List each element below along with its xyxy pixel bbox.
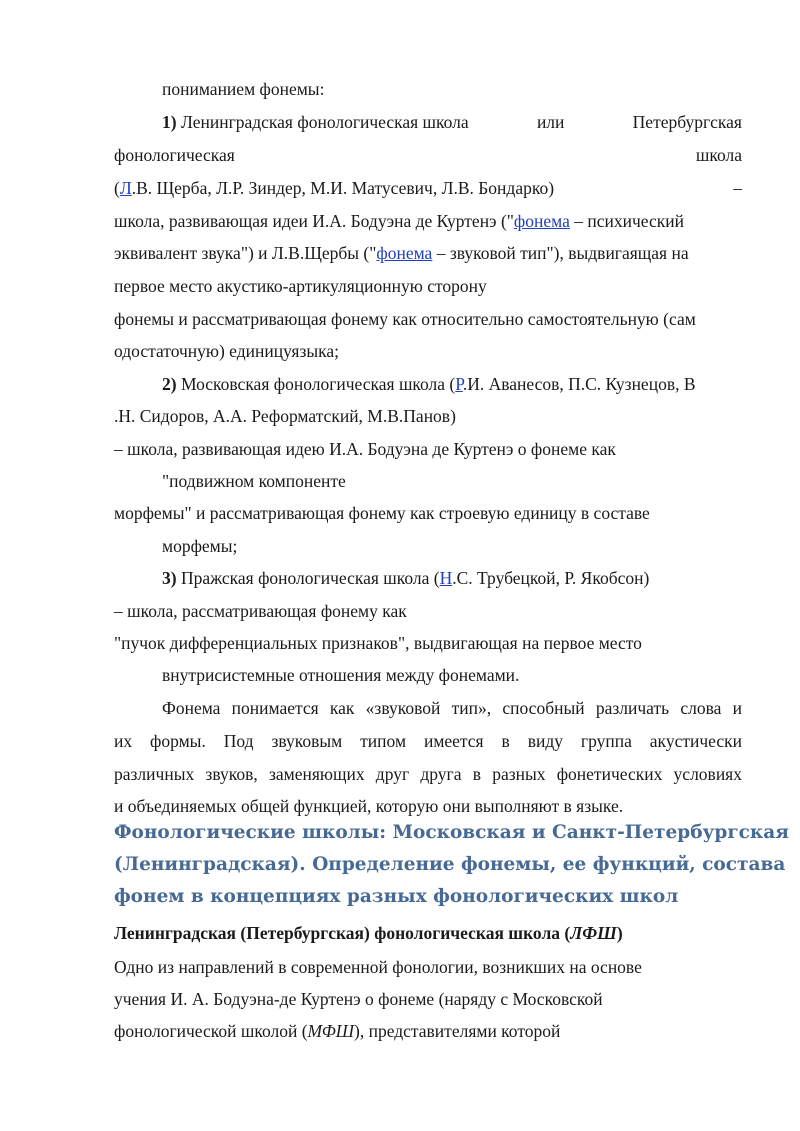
abbreviation: МФШ xyxy=(307,1021,355,1041)
text-line: школа, развивающая идеи И.А. Бодуэна де Куртенэ ("фонема – психический xyxy=(114,211,684,231)
section-heading-line: Фонологические школы: Московская и Санкт-Петербургская xyxy=(114,822,789,843)
list-item-1-line xyxy=(162,111,742,133)
phoneme-link[interactable]: фонема xyxy=(513,211,570,231)
paragraph-line: их формы. Под звуковым типом имеется в виду группа акустически xyxy=(114,731,742,751)
text-line: морфемы" и рассматривающая фонему как строевую единицу в составе xyxy=(114,503,650,523)
list-number: 1) xyxy=(162,112,177,132)
section-heading-line: фонем в концепциях разных фонологических школ xyxy=(114,886,679,907)
list-item-1-title: 1) Ленинградская фонологическая школа xyxy=(162,112,469,132)
text-line: "подвижном компоненте xyxy=(162,471,346,491)
text-word: Петербургская xyxy=(632,112,742,132)
text-line: "пучок дифференциальных признаков", выдвигающая на первое место xyxy=(114,633,642,653)
text-line: учения И. А. Бодуэна-де Куртенэ о фонеме (наряду с Московской xyxy=(114,989,603,1009)
text-line: пониманием фонемы: xyxy=(162,79,325,99)
author-link[interactable]: Р xyxy=(455,374,463,394)
text-line: внутрисистемные отношения между фонемами. xyxy=(162,665,520,685)
list-number: 3) xyxy=(162,568,177,588)
text-line: фонологическая школа xyxy=(114,145,742,165)
phoneme-link[interactable]: фонема xyxy=(376,243,433,263)
author-link[interactable]: Н xyxy=(439,568,453,588)
paragraph-line: и объединяемых общей функцией, которую они выполняют в языке. xyxy=(114,796,624,816)
text-word: или xyxy=(536,112,565,132)
paragraph-line: Фонема понимается как «звуковой тип», способный различать слова и xyxy=(162,698,742,718)
author-link[interactable]: Л xyxy=(119,178,132,198)
text-line: (Л.В. Щерба, Л.Р. Зиндер, М.И. Матусевич, Л.В. Бондарко) – xyxy=(114,178,742,198)
list-number: 2) xyxy=(162,374,177,394)
text-line: фонологической школой (МФШ), представителями которой xyxy=(114,1021,561,1041)
text-line: – школа, развивающая идею И.А. Бодуэна де Куртенэ о фонеме как xyxy=(114,439,616,459)
text-line: фонемы и рассматривающая фонему как относительно самостоятельную (сам xyxy=(114,309,696,329)
text-line: – школа, рассматривающая фонему как xyxy=(114,601,407,621)
paragraph-line: различных звуков, заменяющих друг друга в разных фонетических условиях xyxy=(114,764,742,784)
text-line: одостаточную) единицуязыка; xyxy=(114,341,339,361)
list-item-3-line: 3) Пражская фонологическая школа (Н.С. Трубецкой, Р. Якобсон) xyxy=(162,568,650,588)
text-line: первое место акустико-артикуляционную сторону xyxy=(114,276,487,296)
text-line: морфемы; xyxy=(162,536,238,556)
text-line: .Н. Сидоров, А.А. Реформатский, М.В.Панов) xyxy=(114,406,456,426)
list-item-2-line: 2) Московская фонологическая школа (Р.И. Аванесов, П.С. Кузнецов, В xyxy=(162,374,696,394)
subheading: Ленинградская (Петербургская) фонологическая школа (ЛФШ) xyxy=(114,923,623,943)
abbreviation: ЛФШ xyxy=(570,923,617,943)
text-line: Одно из направлений в современной фонологии, возникших на основе xyxy=(114,957,642,977)
text-line: эквивалент звука") и Л.В.Щербы ("фонема – звуковой тип"), выдвигаящая на xyxy=(114,243,689,263)
section-heading-line: (Ленинградская). Определение фонемы, ее функций, состава xyxy=(114,854,786,875)
